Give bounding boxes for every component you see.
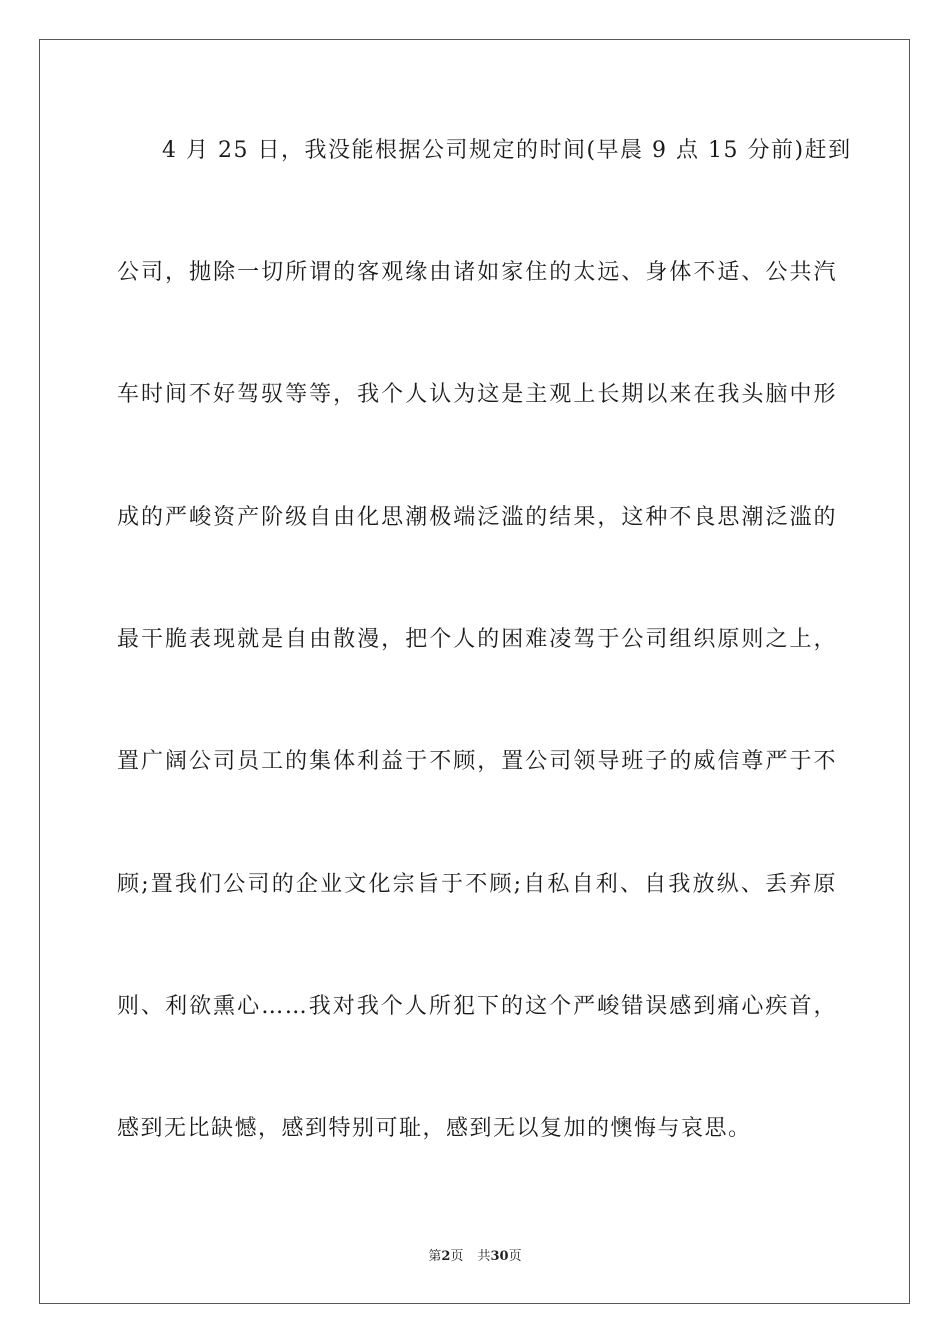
footer-page-number: 2: [441, 1249, 451, 1264]
footer-total-pages: 30: [490, 1249, 509, 1264]
body-line-2: 公司，抛除一切所谓的客观缘由诸如家住的太远、身体不适、公共汽: [117, 260, 837, 285]
body-line-7: 顾;置我们公司的企业文化宗旨于不顾;自私自利、自我放纵、丢弃原: [117, 872, 837, 897]
body-line-4: 成的严峻资产阶级自由化思潮极端泛滥的结果，这种不良思潮泛滥的: [117, 505, 837, 530]
footer-page-suffix: 页: [450, 1249, 464, 1264]
body-line-5: 最干脆表现就是自由散漫，把个人的困难凌驾于公司组织原则之上，: [117, 627, 837, 652]
body-line-1: 4 月 25 日，我没能根据公司规定的时间(早晨 9 点 15 分前)赶到: [162, 138, 852, 163]
body-line-3: 车时间不好驾驭等等，我个人认为这是主观上长期以来在我头脑中形: [117, 382, 837, 407]
body-line-8: 则、利欲熏心……我对我个人所犯下的这个严峻错误感到痛心疾首，: [117, 994, 837, 1019]
body-line-9: 感到无比缺憾，感到特别可耻，感到无以复加的懊悔与哀思。: [117, 1116, 752, 1141]
footer-page-prefix: 第: [428, 1249, 442, 1264]
page-footer: [0, 1248, 950, 1266]
footer-total-prefix: 共: [477, 1249, 491, 1264]
footer-total-suffix: 页: [508, 1249, 522, 1264]
body-line-6: 置广阔公司员工的集体利益于不顾，置公司领导班子的威信尊严于不: [117, 749, 837, 774]
